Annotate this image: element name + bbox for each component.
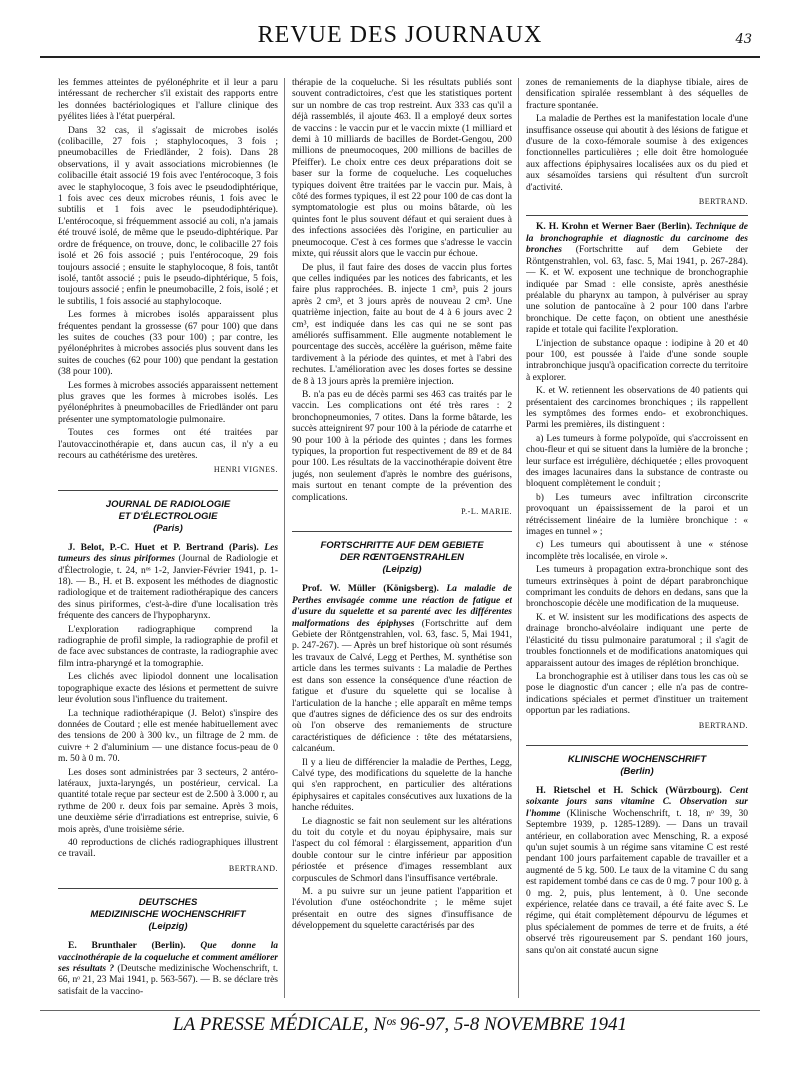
- paragraph: b) Les tumeurs avec infiltration circonscrite provoquant un épaississement de la paroi et un rétrécissement linéaire de la lumière bronchique : « images en tunnel » ;: [526, 492, 748, 538]
- signature: BERTRAND.: [698, 197, 748, 207]
- authors: J. Belot, P.-C. Huet et P. Bertrand (Paris).: [68, 542, 259, 553]
- article-source: (Klinische Wochenschrift, t. 18, nᵒ 39, 30 Septembre 1939, p. 1285-1289). — Dans un travail antérieur, en collaboration avec Mensching, R. a exposé qu'un sujet soumis à un régime sans vitamine C est resté pendant 100 jours parfaitement capable de travailler et a augmenté de 5 kg. 500. Le taux de la vitamine C du sang est rapidement tombé dans ce cas de 0 mg. 7 pour 100 g. à 0 mg. 2, puis, plus lentement, à 0. Une seconde expérience, relatée dans ce travail, a été faite avec S. Le régime, qui était complètement dépourvu de légumes et plus spécialement de pommes de terre et de fruits, a été observé très rigoureusement par S. pendant 160 jours, sans qu'on ait constaté aucun signe: [526, 808, 748, 956]
- article-review: [58, 543, 278, 623]
- column-3: [526, 78, 748, 998]
- paragraph: La technique radiothérapique (J. Belot) s'inspire des données de Coutard ; elle est menée habituellement avec des tensions de 200 à 300 kv., un filtrage de 2 mm. de cuivre + 2 d'aluminium — une distance focus-peau de 0 m. 50 à 0 m. 70.: [58, 708, 278, 765]
- paragraph: M. a pu suivre sur un jeune patient l'apparition et l'évolution d'une ostéochondrite ; le même sujet présentait en outre des signes d'insuffisance de développement du squelette caractérisés par des: [292, 887, 512, 932]
- article-title: La maladie de Perthes envisagée comme une réaction de fatigue et d'usure du squelette et sa parenté avec les différentes malformations des épiphyses: [292, 584, 512, 629]
- running-title: REVUE DES JOURNAUX: [257, 22, 543, 48]
- article-review: [526, 786, 748, 957]
- journal-city: (Berlin): [620, 765, 654, 777]
- column-2: [292, 78, 512, 998]
- article-source: (Fortschritte auf dem Gebiete der Röntgenstrahlen, vol. 63, fasc. 5, Mai 1941, p. 267-284). — K. et W. exposent une technique de bronchographie indiquée par Smad : elle consiste, après anesthésie préalable du pharynx au tampon, à pulvériser au spray une solution de pantocaïne à 2 pour 100 dans l'arbre bronchique. De cette façon, on obtient une anesthésie rapide et totale qui facilite l'exploration.: [526, 245, 748, 336]
- signature: HENRI VIGNES.: [213, 465, 278, 475]
- article-title: Cent soixante jours sans vitamine C. Observation sur l'homme: [526, 785, 748, 819]
- page-number: 43: [735, 32, 752, 47]
- paragraph: c) Les tumeurs qui aboutissent à une « sténose incomplète très localisée, en virole ».: [526, 540, 748, 562]
- journal-section-heading: [58, 888, 278, 933]
- journal-section-heading: [526, 745, 748, 778]
- paragraph: les femmes atteintes de pyélonéphrite et il leur a paru intéressant de rechercher s'il existait des rapports entre les données bactériologiques et l'allure clinique des pyélites liées à l'état puerpéral.: [58, 78, 278, 123]
- journal-section-heading: [292, 531, 512, 576]
- paragraph: L'injection de substance opaque : iodipine à 20 et 40 pour 100, est poussée à l'aide d'une sonde souple intrabronchique jusqu'à opacification correcte du territoire à explorer.: [526, 338, 748, 383]
- paragraph: K. et W. retiennent les observations de 40 patients qui présentaient des carcinomes bronchiques ; ils rappellent les symptômes des formes endo- et exobronchiques. Parmi les premières, ils distinguent :: [526, 386, 748, 431]
- article-source: (Deutsche medizinische Wochenschrift, t. 66, nᵒ 21, 23 Mai 1941, p. 563-567). — B. se déclare très satisfait de la vaccino-: [58, 964, 278, 997]
- article-title: Technique de la bronchographie et diagnostic du carcinome des bronches: [526, 222, 748, 256]
- signature: BERTRAND.: [698, 720, 748, 730]
- paragraph: Il y a lieu de différencier la maladie de Perthes, Legg, Calvé type, des modifications du squelette de la hanche qui s'en rapprochent, en particulier des altérations épiphysaires et capitales consécutives aux luxations de la hanche réduites.: [292, 757, 512, 814]
- paragraph: K. et W. insistent sur les modifications des aspects de drainage broncho-alvéolaire indiquant une perte de l'élasticité du tissu pulmonaire paratumoral ; il s'agit de troubles fonctionnels et de modifications anatomiques qui apparaissent autour des images de réplétion bronchique.: [526, 612, 748, 669]
- authors: K. H. Krohn et Werner Baer (Berlin).: [536, 222, 693, 233]
- article-review: [292, 584, 512, 755]
- paragraph: Dans 32 cas, il s'agissait de microbes isolés (colibacille, 27 fois ; staphylocoques, 3 fois ; pneumobacilles de Friedländer, 2 fois). Dans 28 observations, il y avait associations microbiennes (le colibacille était associé 19 fois avec l'entérocoque, 3 fois avec le staphylocoque, 3 fois avec le pseudodiphtérique, 1 fois avec ces deux microbes réunis, 1 fois avec le subtilis et 1 fois avec le pseudodiphtérique). L'entérocoque, si fréquemment associé au coli, n'a jamais été trouvé isolé, de même que le pseudo-diphtérique. Par ordre de fréquence, on trouve, donc, le colibacille 27 fois isolé et 26 fois associé ; puis l'entérocoque, 29 fois toujours associé ; ensuite le staphylocoque, 8 fois, tantôt isolé, tantôt associé ; puis le pseudo-diphtérique, 5 fois, toujours associé ; enfin le pneumobacille, 2 fois, isolé ; et le subtilis, 1 fois associé au staphylocoque.: [58, 125, 278, 307]
- paragraph: thérapie de la coqueluche. Si les résultats publiés sont souvent contradictoires, c'est que les statistiques portent sur un nombre de cas trop restreint. Aux 333 cas qu'il a déjà rassemblés, il ajoute 463. Il a employé deux sortes de vaccins : le vaccin pur et le vaccin mixte (1 milliard et demi à 10 milliards de bacilles de Bordet-Gengou, 200 millions de pneumocoques, 200 millions de bacilles de Pfeiffer). Le choix entre ces deux préparations doit se baser sur la forme de coqueluche. Les coqueluches typiques doivent être traitées par le vaccin pur. Mais, à côté des formes typiques, il est 22 pour 100 de cas dont la symptomatologie est plus ou moins bâtarde, où les quintes font le plus souvent défaut et qui seraient dues à des infections associées dès l'origine, en particulier au pneumocoque. C'est à ces formes que s'adresse le vaccin mixte, qui réussit alors que le vaccin pur échoue.: [292, 78, 512, 260]
- page-footer: LA PRESSE MÉDICALE, Nᵒˢ 96-97, 5-8 NOVEMBRE 1941: [173, 1014, 627, 1035]
- article-title: Que donne la vaccinothérapie de la coqueluche et comment améliorer ses résultats ?: [58, 941, 278, 974]
- page-header: [40, 22, 760, 56]
- paragraph: zones de remaniements de la diaphyse tibiale, aires de densification spiralée ressemblant à des séquelles de fracture spontanée.: [526, 78, 748, 111]
- paragraph: Les doses sont administrées par 3 secteurs, 2 antéro-latéraux, juxta-laryngés, un postérieur, cervical. La quantité totale reçue par secteur est de 2.500 à 3.000 r, au rythme de 200 r. deux fois par semaine. Après 3 mois, une deuxième série d'irradiations est entreprise, suivie, 6 mois après, d'une troisième série.: [58, 767, 278, 835]
- paragraph: Les formes à microbes associés apparaissent nettement plus graves que les formes à microbes isolés. Les pyélonéphrites à pneumobacilles de Friedländer ont paru présenter une symptomatologie pulmonaire.: [58, 380, 278, 425]
- article-source: (Journal de Radiologie et d'Électrologie, t. 24, nᵒˢ 1-2, Janvier-Février 1941, p. 1-18). — B., H. et B. exposent les méthodes de diagnostic radiologique et de traitement radiothérapique des cancers des sinus piriformes, c'est-à-dire d'une localisation très fréquente des cancers de l'hypopharynx.: [58, 554, 278, 622]
- journal-name: JOURNAL DE RADIOLOGIE: [105, 498, 231, 510]
- journal-name: KLINISCHE WOCHENSCHRIFT: [567, 753, 707, 765]
- signature: P.-L. MARIE.: [461, 507, 512, 517]
- article-review: [58, 941, 278, 998]
- paragraph: La maladie de Perthes est la manifestation locale d'une insuffisance osseuse qui aboutit à des lésions de fatigue et d'usure de la coxo-fémorale soumise à des exigences fonctionnelles particulières ; elle doit être homologuée aux affections épiphysaires localisées aux os du pied et aux sésamoïdes tarsiens qui résultent d'un surcroît d'activité.: [526, 114, 748, 193]
- paragraph: De plus, il faut faire des doses de vaccin plus fortes que celles indiquées par les notices des fabricants, et les faire plus rapprochées. B. injecte 1 cm³, puis 2 jours après 2 cm³, et 3 jours après de nouveau 2 cm³. Une quatrième injection, faite au bout de 4 à 6 jours avec 2 cm³, est indiquée dans les cas qui ne se sont pas améliorés suffisamment. Elle augmente notablement le pourcentage des succès, accélère la guérison, même faite tardivement à la période des quintes, et met à l'abri des rechutes. L'amélioration avec les doses fortes se dessine de 8 à 13 jours après la première injection.: [292, 262, 512, 387]
- paragraph: Toutes ces formes ont été traitées par l'autovaccinothérapie et, dans aucun cas, il n'y a eu recours au cathétérisme des uretères.: [58, 428, 278, 461]
- article-source: (Fortschritte auf dem Gebiete der Röntgenstrahlen, vol. 63, fasc. 5, Mai 1941, p. 247-267). — Après un bref historique où sont résumés les travaux de Calvé, Legg et Perthes, M. synthétise son article dans les termes suivants : La maladie de Perthes est dans son essence la conséquence d'une réaction de fatigue et d'usure du squelette qui se localise à l'articulation de la hanche ; elle apparaît en même temps que d'autres signes de déficience des os sur des endroits où l'on observe des remaniements de structure caractéristiques de déficience : tête des métatarsiens, calcanéum.: [292, 618, 512, 755]
- column-divider: [518, 78, 519, 998]
- journal-name: ET D'ÉLECTROLOGIE: [118, 510, 218, 522]
- journal-section-heading: [58, 490, 278, 535]
- journal-name: DER RŒNTGENSTRAHLEN: [339, 552, 465, 564]
- article-review: [526, 215, 748, 336]
- paragraph: 40 reproductions de clichés radiographiques illustrent ce travail.: [58, 837, 278, 860]
- footer-rule: [40, 1010, 760, 1011]
- journal-name: DEUTSCHES: [138, 897, 198, 909]
- journal-name: FORTSCHRITTE AUF DEM GEBIETE: [320, 540, 484, 552]
- paragraph: B. n'a pas eu de décès parmi ses 463 cas traités par le vaccin. Les complications ont été très rares : 2 bronchopneumonies, 7 otites. Dans la forme bâtarde, les succès atteignirent 97 pour 100 à la période de catarrhe et 90 pour 100 à la période des quintes ; dans les formes typiques, la proportion fut respectivement de 89 et de 84 pour 100. Les résultats de la vaccinothérapie doivent être jugés, non seulement d'après le nombre des guérisons, mais surtout en tenant compte de la prévention des complications.: [292, 389, 512, 503]
- paragraph: La bronchographie est à utiliser dans tous les cas où se pose le diagnostic d'un cancer ; elle n'a pas de contre-indications spéciales et permet d'instituer un traitement opportun par les radiations.: [526, 671, 748, 717]
- column-divider: [284, 78, 285, 998]
- header-rule: [40, 56, 760, 58]
- journal-name: MEDIZINISCHE WOCHENSCHRIFT: [90, 909, 246, 921]
- paragraph: Les tumeurs à propagation extra-bronchique sont des tumeurs extrinsèques à point de départ parabronchique comprimant les conduits de dehors en dedans, sans que la bronchoscopie décèle une modification de la muqueuse.: [526, 565, 748, 610]
- paragraph: Le diagnostic se fait non seulement sur les altérations du toit du cotyle et du noyau épiphysaire, mais sur l'aspect du col fémoral : élargissement, apparition d'un double contour sur le cintre inférieur par apposition périostée et présence d'images ressemblant aux corpuscules de Schmorl dans l'insuffisance vertébrale.: [292, 816, 512, 884]
- paragraph: a) Les tumeurs à forme polypoïde, qui s'accroissent en chou-fleur et qui se situent dans la lumière de la bronche ; leur surface est irrégulière, déchiquetée ; elles provoquent des images lacunaires dans la substance de contraste ou bloquent complètement le conduit ;: [526, 433, 748, 490]
- authors: E. Brunthaler (Berlin).: [68, 941, 186, 952]
- paragraph: Les formes à microbes isolés apparaissent plus fréquentes pendant la grossesse (67 pour 100) que dans les suites de couches (33 pour 100) ; par contre, les pyélonéphrites à microbes associés plus souvent dans les suites de couches (62 pour 100) que pendant la gestation (38 pour 100).: [58, 310, 278, 378]
- authors: Prof. W. Müller (Königsberg).: [302, 584, 439, 595]
- column-1: [58, 78, 278, 998]
- paragraph: L'exploration radiographique comprend la radiographie de profil simple, la radiographie de profil et de face avec substances de contraste, la radiographie avec film intra-pharyngé et la tomographie.: [58, 624, 278, 669]
- journal-city: (Leipzig): [148, 921, 188, 933]
- authors: H. Rietschel et H. Schick (Würzbourg).: [536, 785, 722, 796]
- signature: BERTRAND.: [228, 863, 278, 873]
- journal-city: (Paris): [153, 522, 183, 534]
- paragraph: Les clichés avec lipiodol donnent une localisation topographique exacte des lésions et permettent de suivre leur évolution sous l'influence du traitement.: [58, 672, 278, 706]
- article-title: Les tumeurs des sinus piriformes: [58, 542, 278, 565]
- journal-city: (Leipzig): [382, 564, 422, 576]
